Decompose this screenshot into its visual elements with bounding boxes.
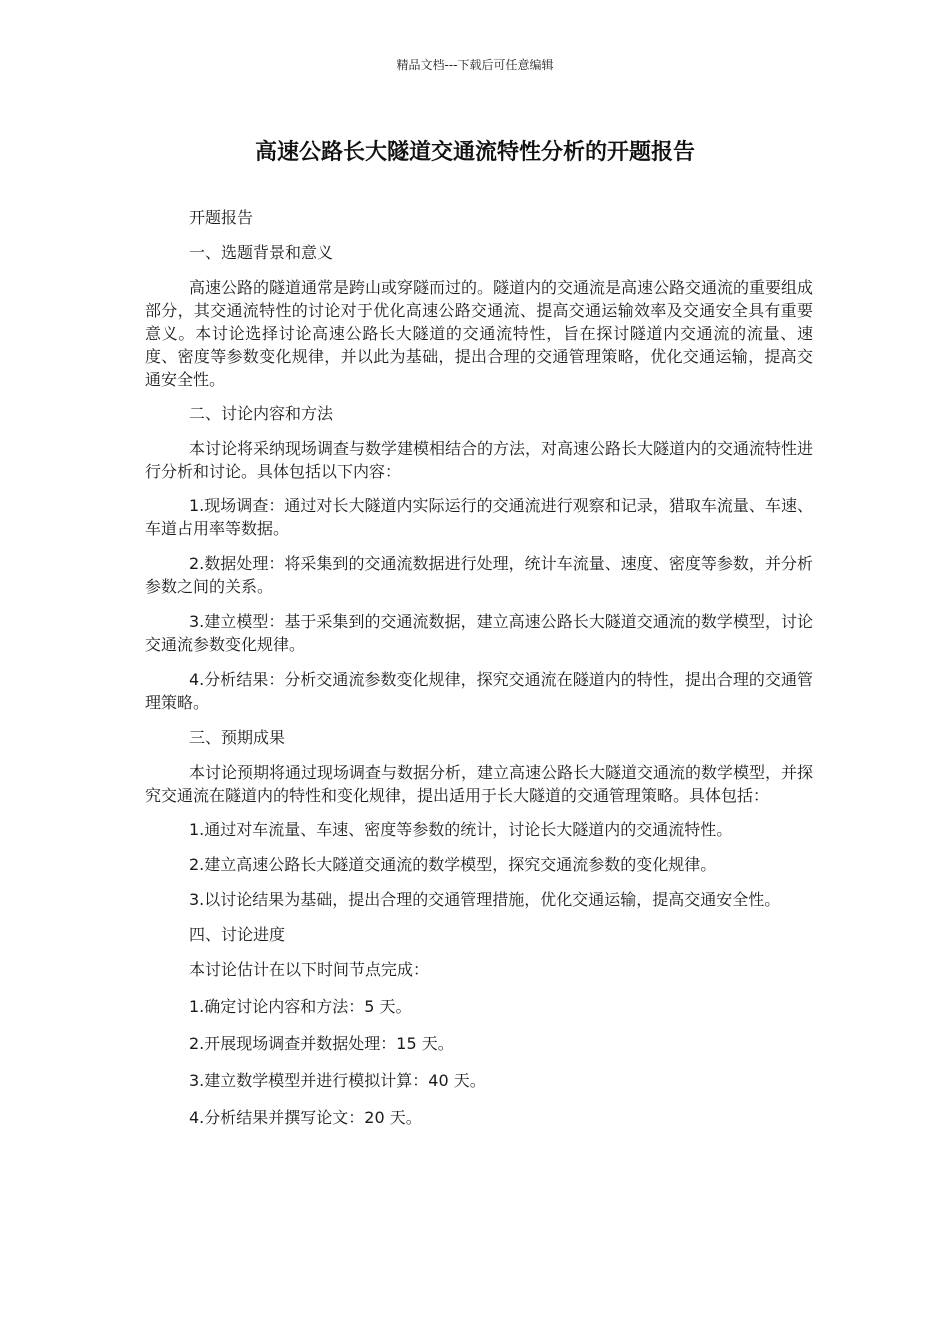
paragraph-expected-intro: 本讨论预期将通过现场调查与数据分析，建立高速公路长大隧道交通流的数学模型，并探究交通流在隧道内的特性和变化规律，提出适用于长大隧道的交通管理策略。具体包括： — [145, 763, 814, 805]
list-item-field-survey: 1.现场调查：通过对长大隧道内实际运行的交通流进行观察和记录，猎取车流量、车速、车道占用率等数据。 — [145, 496, 813, 538]
paragraph-background: 高速公路的隧道通常是跨山或穿隧而过的。隧道内的交通流是高速公路交通流的重要组成部分，其交通流特性的讨论对于优化高速公路交通流、提高交通运输效率及交通安全具有重要意义。本讨论选择讨论高速公路长大隧道的交通流特性，旨在探讨隧道内交通流的流量、速度、密度等参数变化规律，并以此为基础，提出合理的交通管理策略，优化交通运输，提高交通安全性。 — [145, 278, 814, 389]
list-item-expected-3: 3.以讨论结果为基础，提出合理的交通管理措施，优化交通运输，提高交通安全性。 — [189, 890, 781, 909]
document-title: 高速公路长大隧道交通流特性分析的开题报告 — [254, 140, 695, 165]
list-item-data-processing: 2.数据处理：将采集到的交通流数据进行处理，统计车流量、速度、密度等参数，并分析参数之间的关系。 — [145, 554, 813, 596]
section-heading-background: 一、选题背景和意义 — [189, 243, 334, 262]
schedule-item-1: 1.确定讨论内容和方法：5 天。 — [189, 997, 412, 1016]
list-item-analyze-results: 4.分析结果：分析交通流参数变化规律，探究交通流在隧道内的特性，提出合理的交通管理策略。 — [145, 670, 813, 712]
section-label-report: 开题报告 — [189, 208, 254, 227]
list-item-build-model: 3.建立模型：基于采集到的交通流数据，建立高速公路长大隧道交通流的数学模型，讨论交通流参数变化规律。 — [145, 612, 813, 654]
header-note: 精品文档---下载后可任意编辑 — [396, 58, 554, 72]
section-heading-content-method: 二、讨论内容和方法 — [189, 404, 334, 423]
paragraph-schedule-intro: 本讨论估计在以下时间节点完成： — [189, 960, 430, 979]
schedule-item-4: 4.分析结果并撰写论文：20 天。 — [189, 1108, 422, 1127]
list-item-expected-1: 1.通过对车流量、车速、密度等参数的统计，讨论长大隧道内的交通流特性。 — [189, 820, 733, 839]
list-item-expected-2: 2.建立高速公路长大隧道交通流的数学模型，探究交通流参数的变化规律。 — [189, 855, 717, 874]
paragraph-method-intro: 本讨论将采纳现场调查与数学建模相结合的方法，对高速公路长大隧道内的交通流特性进行分析和讨论。具体包括以下内容： — [145, 439, 814, 481]
document-body — [145, 206, 813, 1143]
section-heading-schedule: 四、讨论进度 — [189, 925, 286, 944]
section-heading-expected-results: 三、预期成果 — [189, 728, 286, 747]
schedule-item-3: 3.建立数学模型并进行模拟计算：40 天。 — [189, 1071, 486, 1090]
schedule-item-2: 2.开展现场调查并数据处理：15 天。 — [189, 1034, 454, 1053]
